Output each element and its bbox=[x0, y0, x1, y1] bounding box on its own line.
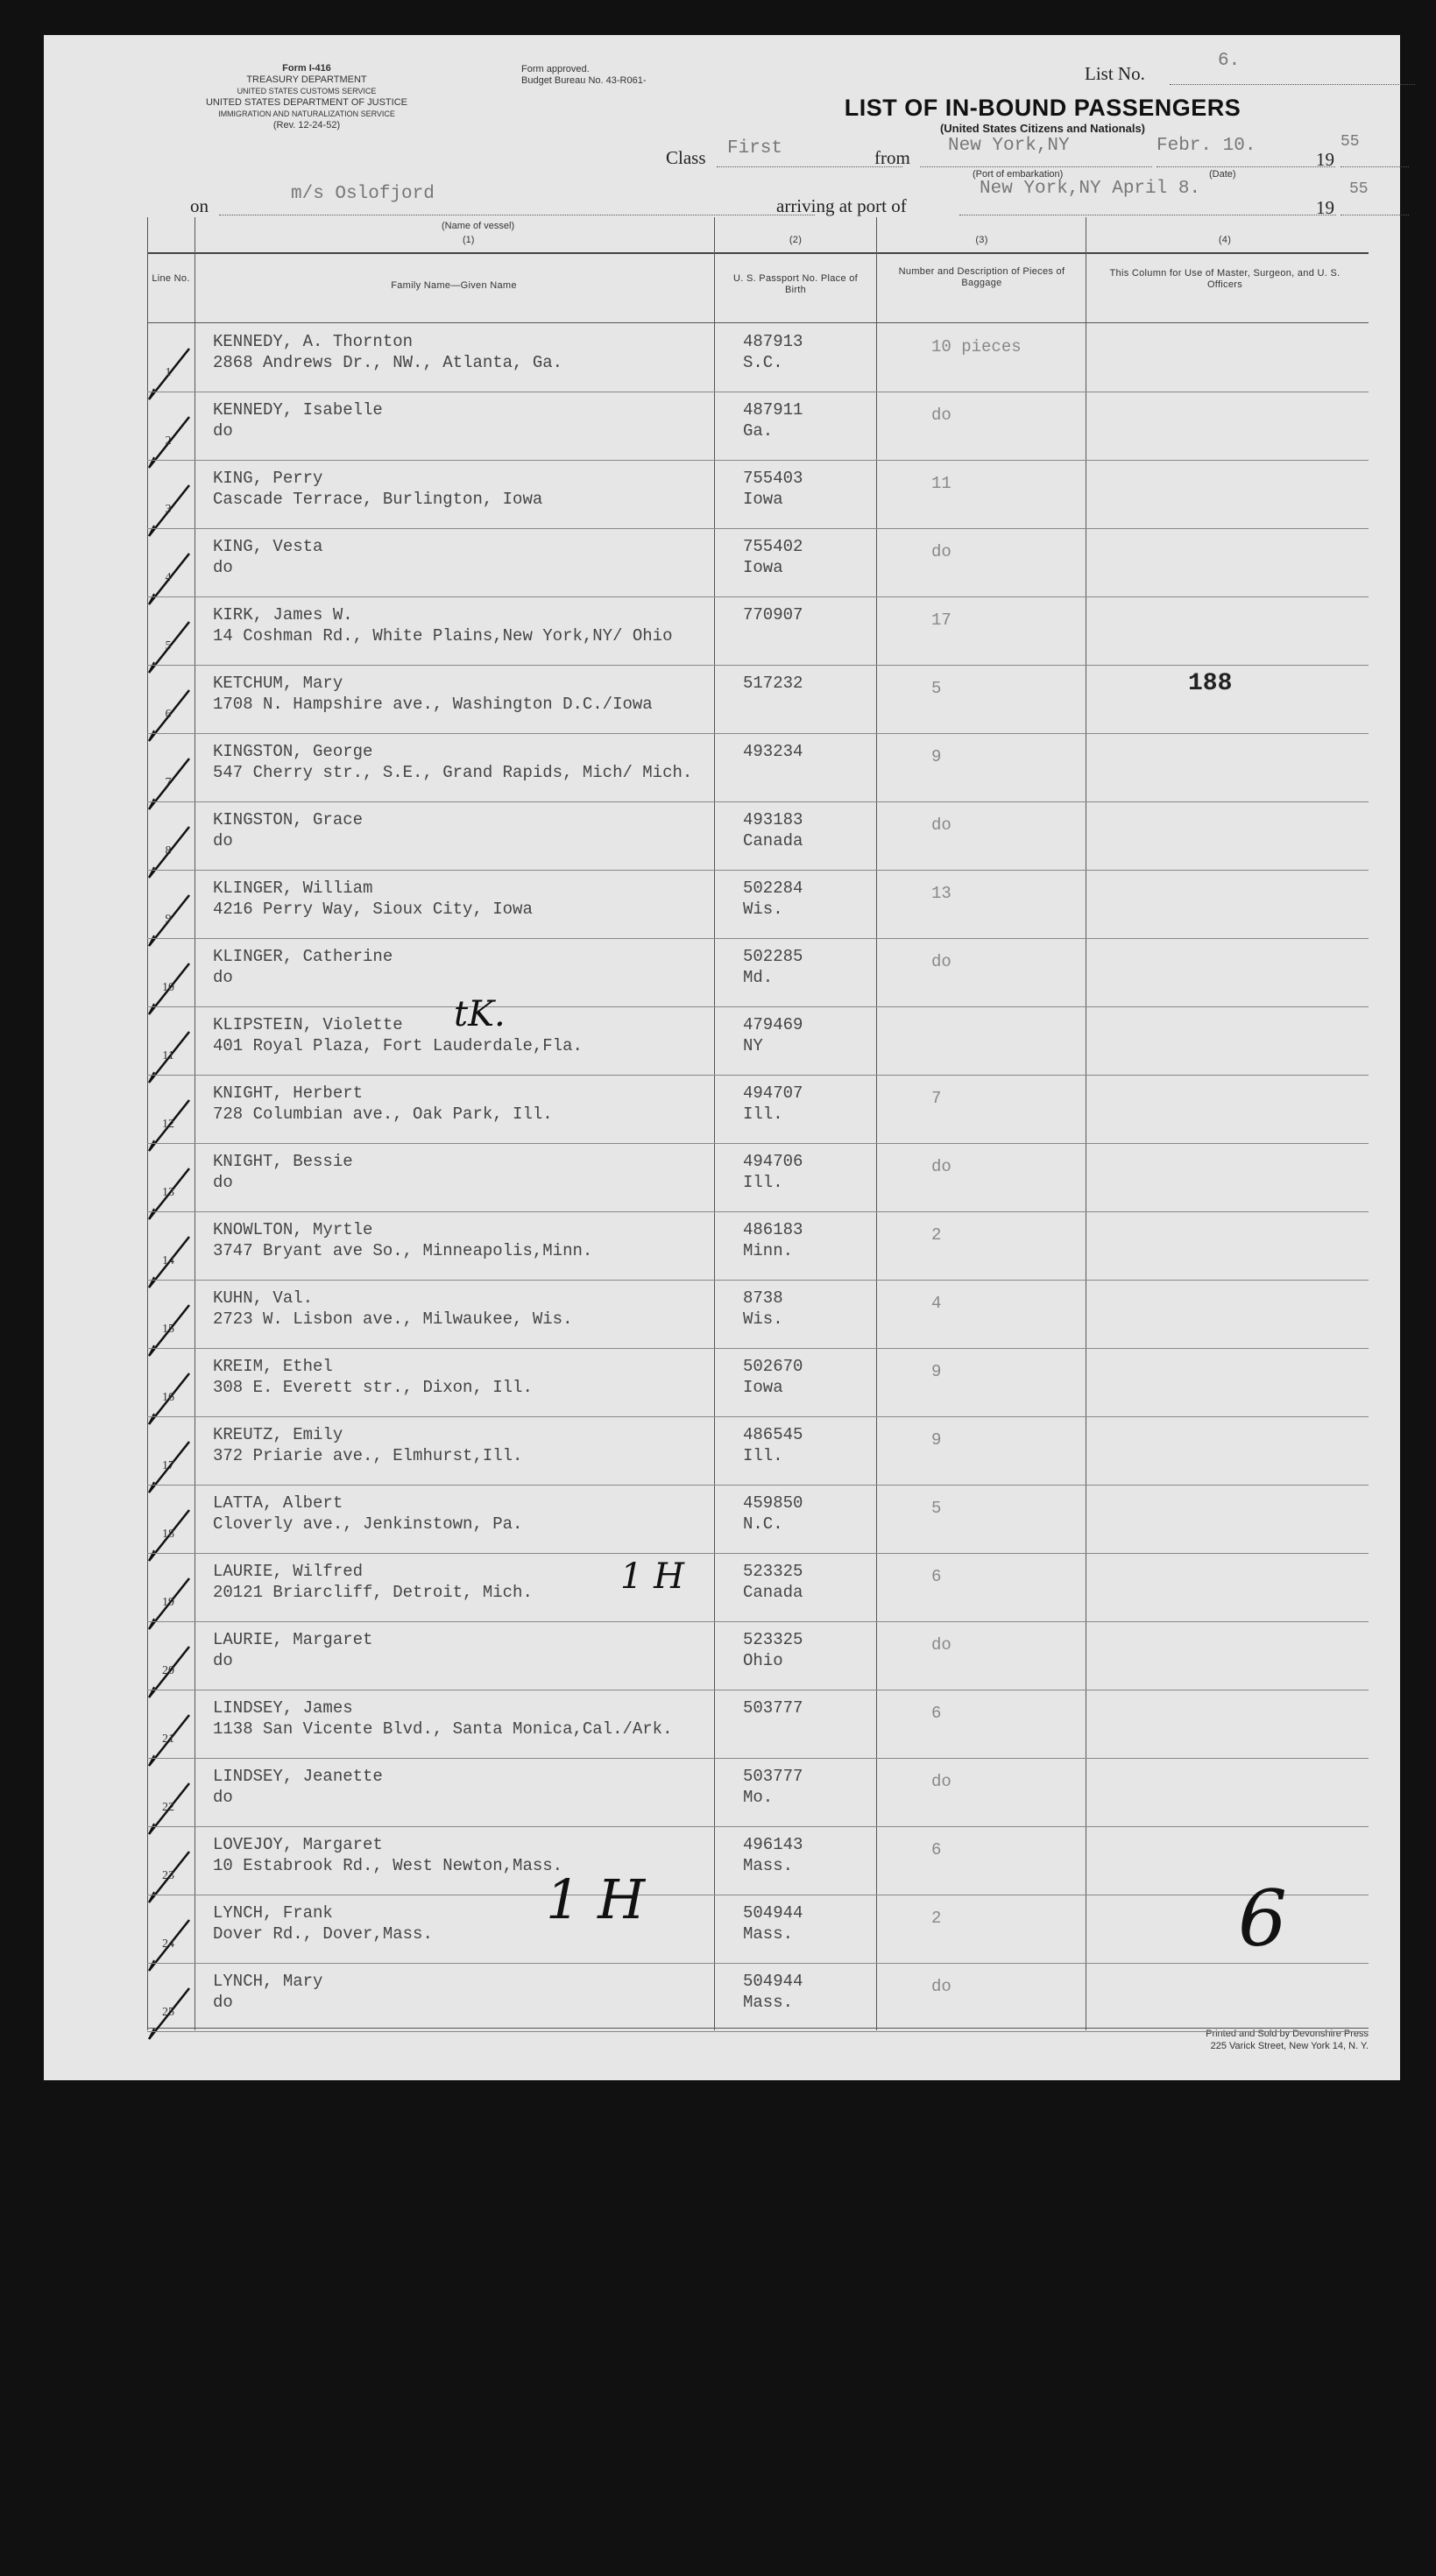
table-row bbox=[147, 734, 1369, 802]
passport-number: 486183 bbox=[743, 1220, 803, 1239]
list-no-label: List No. bbox=[1085, 63, 1145, 84]
form-header-left: Form I-416 TREASURY DEPARTMENT UNITED STATES CUSTOMS SERVICE UNITED STATES DEPARTMENT OF JUSTICE IMMIGRATION AND NATURALIZATION SERVICE (Rev. 12-24-52) bbox=[205, 63, 407, 131]
line-number: 5 bbox=[165, 639, 172, 653]
passenger-address: do bbox=[213, 1651, 233, 1670]
passenger-name: LYNCH, Frank bbox=[213, 1903, 333, 1923]
col-num-2: (2) bbox=[789, 235, 803, 245]
class-value: First bbox=[727, 138, 783, 159]
passenger-name: KNOWLTON, Myrtle bbox=[213, 1220, 373, 1239]
form-approved: Form approved. Budget Bureau No. 43-R061- bbox=[521, 64, 647, 86]
passenger-address: 1708 N. Hampshire ave., Washington D.C./Iowa bbox=[213, 695, 653, 714]
place-of-birth: S.C. bbox=[743, 353, 783, 372]
passenger-address: do bbox=[213, 421, 233, 441]
passenger-name: KLINGER, William bbox=[213, 879, 373, 898]
place-of-birth: NY bbox=[743, 1036, 763, 1055]
passenger-name: LAURIE, Margaret bbox=[213, 1630, 373, 1649]
pen-mark-1h-a: 1 H bbox=[620, 1556, 685, 1597]
passenger-name: LATTA, Albert bbox=[213, 1493, 343, 1513]
place-of-birth: Canada bbox=[743, 1583, 803, 1602]
passenger-name: KREUTZ, Emily bbox=[213, 1425, 343, 1444]
place-of-birth: Wis. bbox=[743, 1309, 783, 1329]
place-of-birth: Minn. bbox=[743, 1241, 794, 1260]
line-number: 6 bbox=[165, 708, 172, 721]
table-row bbox=[147, 871, 1369, 939]
baggage-count: 6 bbox=[931, 1704, 942, 1723]
vessel-caption-num: (1) bbox=[463, 235, 475, 245]
passenger-name: KREIM, Ethel bbox=[213, 1357, 333, 1376]
baggage-count: do bbox=[931, 406, 951, 425]
port-embarkation-caption: (Port of embarkation) bbox=[973, 169, 1064, 180]
passenger-address: do bbox=[213, 968, 233, 987]
baggage-count: 2 bbox=[931, 1909, 942, 1928]
baggage-count: 4 bbox=[931, 1294, 942, 1313]
baggage-count: 6 bbox=[931, 1840, 942, 1860]
pen-mark-6: 6 bbox=[1238, 1874, 1287, 1964]
officer-mark: 188 bbox=[1188, 670, 1233, 697]
baggage-count: 9 bbox=[931, 1430, 942, 1450]
line-number: 19 bbox=[162, 1596, 174, 1609]
passport-number: 486545 bbox=[743, 1425, 803, 1444]
table-row bbox=[147, 529, 1369, 597]
passenger-table bbox=[147, 217, 1369, 2030]
place-of-birth: Mass. bbox=[743, 1856, 794, 1875]
passenger-name: KNIGHT, Herbert bbox=[213, 1083, 364, 1103]
table-row bbox=[147, 1827, 1369, 1895]
line-number: 23 bbox=[162, 1869, 174, 1882]
passenger-name: KETCHUM, Mary bbox=[213, 674, 343, 693]
passport-number: 487913 bbox=[743, 332, 803, 351]
passenger-name: KIRK, James W. bbox=[213, 605, 353, 625]
passenger-address: 1138 San Vicente Blvd., Santa Monica,Cal./Ark. bbox=[213, 1719, 673, 1739]
passenger-address: do bbox=[213, 558, 233, 577]
baggage-count: do bbox=[931, 1157, 951, 1176]
passport-number: 523325 bbox=[743, 1630, 803, 1649]
baggage-count: do bbox=[931, 1772, 951, 1791]
baggage-count: 2 bbox=[931, 1225, 942, 1245]
passenger-name: KINGSTON, George bbox=[213, 742, 373, 761]
place-of-birth: Iowa bbox=[743, 490, 783, 509]
form-title bbox=[815, 95, 1270, 135]
place-of-birth: Mo. bbox=[743, 1788, 774, 1807]
passenger-name: KING, Perry bbox=[213, 469, 323, 488]
passenger-address: do bbox=[213, 831, 233, 850]
passport-number: 502670 bbox=[743, 1357, 803, 1376]
passport-number: 502284 bbox=[743, 879, 803, 898]
baggage-count: do bbox=[931, 542, 951, 561]
passport-number: 479469 bbox=[743, 1015, 803, 1034]
passport-number: 494707 bbox=[743, 1083, 803, 1103]
passenger-name: LAURIE, Wilfred bbox=[213, 1562, 364, 1581]
col-num-4: (4) bbox=[1218, 235, 1232, 245]
table-row bbox=[147, 1349, 1369, 1417]
table-row bbox=[147, 1964, 1369, 2032]
passenger-name: KUHN, Val. bbox=[213, 1288, 314, 1308]
col-header-name: Family Name—Given Name bbox=[391, 280, 517, 291]
class-label: Class bbox=[666, 147, 706, 168]
passenger-address: 308 E. Everett str., Dixon, Ill. bbox=[213, 1378, 533, 1397]
line-number: 25 bbox=[162, 2006, 174, 2019]
passport-number: 494706 bbox=[743, 1152, 803, 1171]
passenger-address: 401 Royal Plaza, Fort Lauderdale,Fla. bbox=[213, 1036, 583, 1055]
passenger-address: 2868 Andrews Dr., NW., Atlanta, Ga. bbox=[213, 353, 563, 372]
title-text: LIST OF IN-BOUND PASSENGERS bbox=[844, 95, 1241, 121]
line-number: 21 bbox=[162, 1733, 174, 1746]
table-row bbox=[147, 1417, 1369, 1486]
passport-number: 503777 bbox=[743, 1698, 803, 1718]
line-number: 1 bbox=[165, 366, 172, 379]
passenger-name: LINDSEY, Jeanette bbox=[213, 1767, 383, 1786]
passenger-address: Cascade Terrace, Burlington, Iowa bbox=[213, 490, 543, 509]
col-header-officers: This Column for Use of Master, Surgeon, and U. S. Officers bbox=[1109, 268, 1341, 290]
place-of-birth: Iowa bbox=[743, 1378, 783, 1397]
place-of-birth: Ga. bbox=[743, 421, 774, 441]
passport-number: 770907 bbox=[743, 605, 803, 625]
passenger-name: KINGSTON, Grace bbox=[213, 810, 364, 829]
baggage-count: 13 bbox=[931, 884, 951, 903]
passenger-name: KENNEDY, Isabelle bbox=[213, 400, 383, 420]
passport-number: 502285 bbox=[743, 947, 803, 966]
passenger-address: Cloverly ave., Jenkinstown, Pa. bbox=[213, 1514, 523, 1534]
passenger-address: do bbox=[213, 1788, 233, 1807]
vessel-value: m/s Oslofjord bbox=[291, 184, 435, 204]
arriving-label: arriving at port of bbox=[776, 195, 907, 216]
table-row bbox=[147, 1076, 1369, 1144]
table-row bbox=[147, 392, 1369, 461]
place-of-birth: Mass. bbox=[743, 1993, 794, 2012]
line-number: 7 bbox=[165, 776, 172, 789]
place-of-birth: N.C. bbox=[743, 1514, 783, 1534]
year-1: 55 bbox=[1341, 133, 1360, 151]
passenger-address: 14 Coshman Rd., White Plains,New York,NY/ Ohio bbox=[213, 626, 673, 646]
table-row bbox=[147, 1554, 1369, 1622]
passenger-name: KLIPSTEIN, Violette bbox=[213, 1015, 403, 1034]
passenger-name: LYNCH, Mary bbox=[213, 1972, 323, 1991]
place-of-birth: Ill. bbox=[743, 1173, 783, 1192]
line-number: 14 bbox=[162, 1254, 174, 1267]
table-row bbox=[147, 802, 1369, 871]
passenger-address: 10 Estabrook Rd., West Newton,Mass. bbox=[213, 1856, 563, 1875]
passenger-name: KLINGER, Catherine bbox=[213, 947, 393, 966]
printer-imprint: Printed and Sold by Devonshire Press 225 Varick Street, New York 14, N. Y. bbox=[1206, 2029, 1369, 2051]
line-number: 17 bbox=[162, 1459, 174, 1472]
col-header-line-no: Line No. bbox=[152, 273, 190, 284]
table-row bbox=[147, 1007, 1369, 1076]
place-of-birth: Ill. bbox=[743, 1105, 783, 1124]
baggage-count: 17 bbox=[931, 610, 951, 630]
passport-number: 755403 bbox=[743, 469, 803, 488]
table-row bbox=[147, 324, 1369, 392]
passport-number: 493183 bbox=[743, 810, 803, 829]
table-row bbox=[147, 939, 1369, 1007]
place-of-birth: Md. bbox=[743, 968, 774, 987]
line-number: 15 bbox=[162, 1323, 174, 1336]
line-number: 11 bbox=[162, 1049, 174, 1062]
place-of-birth: Ohio bbox=[743, 1651, 783, 1670]
line-number: 16 bbox=[162, 1391, 174, 1404]
passenger-address: 2723 W. Lisbon ave., Milwaukee, Wis. bbox=[213, 1309, 573, 1329]
passenger-address: 3747 Bryant ave So., Minneapolis,Minn. bbox=[213, 1241, 593, 1260]
line-number: 20 bbox=[162, 1664, 174, 1677]
line-number: 9 bbox=[165, 913, 172, 926]
table-row bbox=[147, 1144, 1369, 1212]
line-number: 4 bbox=[165, 571, 172, 584]
passenger-address: 728 Columbian ave., Oak Park, Ill. bbox=[213, 1105, 553, 1124]
line-number: 10 bbox=[162, 981, 174, 994]
table-row bbox=[147, 597, 1369, 666]
baggage-count: do bbox=[931, 1977, 951, 1996]
passenger-address: do bbox=[213, 1173, 233, 1192]
table-row bbox=[147, 1690, 1369, 1759]
baggage-count: 9 bbox=[931, 1362, 942, 1381]
place-of-birth: Iowa bbox=[743, 558, 783, 577]
place-of-birth: Canada bbox=[743, 831, 803, 850]
passenger-address: do bbox=[213, 1993, 233, 2012]
baggage-count: 5 bbox=[931, 679, 942, 698]
line-number: 12 bbox=[162, 1118, 174, 1131]
list-no-value: 6. bbox=[1218, 51, 1241, 71]
col-header-baggage: Number and Description of Pieces of Baggage bbox=[898, 266, 1065, 288]
passport-number: 523325 bbox=[743, 1562, 803, 1581]
passport-number: 487911 bbox=[743, 400, 803, 420]
table-row bbox=[147, 1622, 1369, 1690]
vessel-caption: (Name of vessel) bbox=[442, 221, 515, 231]
year-2: 55 bbox=[1349, 180, 1369, 198]
pen-mark-1h-b: 1 H bbox=[546, 1867, 646, 1931]
line-number: 3 bbox=[165, 503, 172, 516]
baggage-count: 9 bbox=[931, 747, 942, 766]
table-row bbox=[147, 1281, 1369, 1349]
line-number: 13 bbox=[162, 1186, 174, 1199]
place-of-birth: Mass. bbox=[743, 1924, 794, 1944]
pen-mark-tk: tK. bbox=[454, 994, 506, 1034]
arrival-port-value: New York,NY April 8. bbox=[980, 179, 1201, 199]
baggage-count: 6 bbox=[931, 1567, 942, 1586]
passenger-address: Dover Rd., Dover,Mass. bbox=[213, 1924, 433, 1944]
passport-number: 504944 bbox=[743, 1903, 803, 1923]
subtitle-text: (United States Citizens and Nationals) bbox=[939, 122, 1146, 135]
from-label: from bbox=[874, 147, 910, 168]
place-of-birth: Ill. bbox=[743, 1446, 783, 1465]
passenger-address: 20121 Briarcliff, Detroit, Mich. bbox=[213, 1583, 533, 1602]
passport-number: 517232 bbox=[743, 674, 803, 693]
line-number: 24 bbox=[162, 1937, 174, 1951]
on-label: on bbox=[190, 195, 209, 216]
line-number: 18 bbox=[162, 1528, 174, 1541]
place-of-birth: Wis. bbox=[743, 900, 783, 919]
line-number: 22 bbox=[162, 1801, 174, 1814]
passenger-name: KNIGHT, Bessie bbox=[213, 1152, 353, 1171]
table-row bbox=[147, 461, 1369, 529]
passport-number: 459850 bbox=[743, 1493, 803, 1513]
baggage-count: do bbox=[931, 1635, 951, 1655]
col-header-passport: U. S. Passport No. Place of Birth bbox=[733, 273, 858, 295]
passport-number: 503777 bbox=[743, 1767, 803, 1786]
baggage-count: do bbox=[931, 815, 951, 835]
baggage-count: 5 bbox=[931, 1499, 942, 1518]
passport-number: 496143 bbox=[743, 1835, 803, 1854]
baggage-count: 7 bbox=[931, 1089, 942, 1108]
passport-number: 8738 bbox=[743, 1288, 783, 1308]
from-value: New York,NY bbox=[948, 136, 1070, 156]
passenger-address: 4216 Perry Way, Sioux City, Iowa bbox=[213, 900, 533, 919]
departure-date: Febr. 10. bbox=[1157, 136, 1256, 156]
table-row bbox=[147, 1212, 1369, 1281]
passport-number: 504944 bbox=[743, 1972, 803, 1991]
passport-number: 493234 bbox=[743, 742, 803, 761]
passenger-name: KENNEDY, A. Thornton bbox=[213, 332, 414, 351]
year-prefix-1: 19 bbox=[1316, 149, 1334, 170]
date-caption: (Date) bbox=[1209, 169, 1236, 180]
passport-number: 755402 bbox=[743, 537, 803, 556]
line-number: 2 bbox=[165, 434, 172, 448]
passenger-name: KING, Vesta bbox=[213, 537, 323, 556]
table-row bbox=[147, 1486, 1369, 1554]
passenger-name: LINDSEY, James bbox=[213, 1698, 353, 1718]
passenger-address: 547 Cherry str., S.E., Grand Rapids, Mich/ Mich. bbox=[213, 763, 693, 782]
year-prefix-2: 19 bbox=[1316, 197, 1334, 218]
table-row bbox=[147, 666, 1369, 734]
passenger-address: 372 Priarie ave., Elmhurst,Ill. bbox=[213, 1446, 523, 1465]
baggage-count: 11 bbox=[931, 474, 951, 493]
baggage-count: do bbox=[931, 952, 951, 971]
table-row bbox=[147, 1759, 1369, 1827]
line-number: 8 bbox=[165, 844, 172, 857]
passenger-name: LOVEJOY, Margaret bbox=[213, 1835, 383, 1854]
col-num-3: (3) bbox=[975, 235, 988, 245]
baggage-count: 10 pieces bbox=[931, 337, 1022, 356]
